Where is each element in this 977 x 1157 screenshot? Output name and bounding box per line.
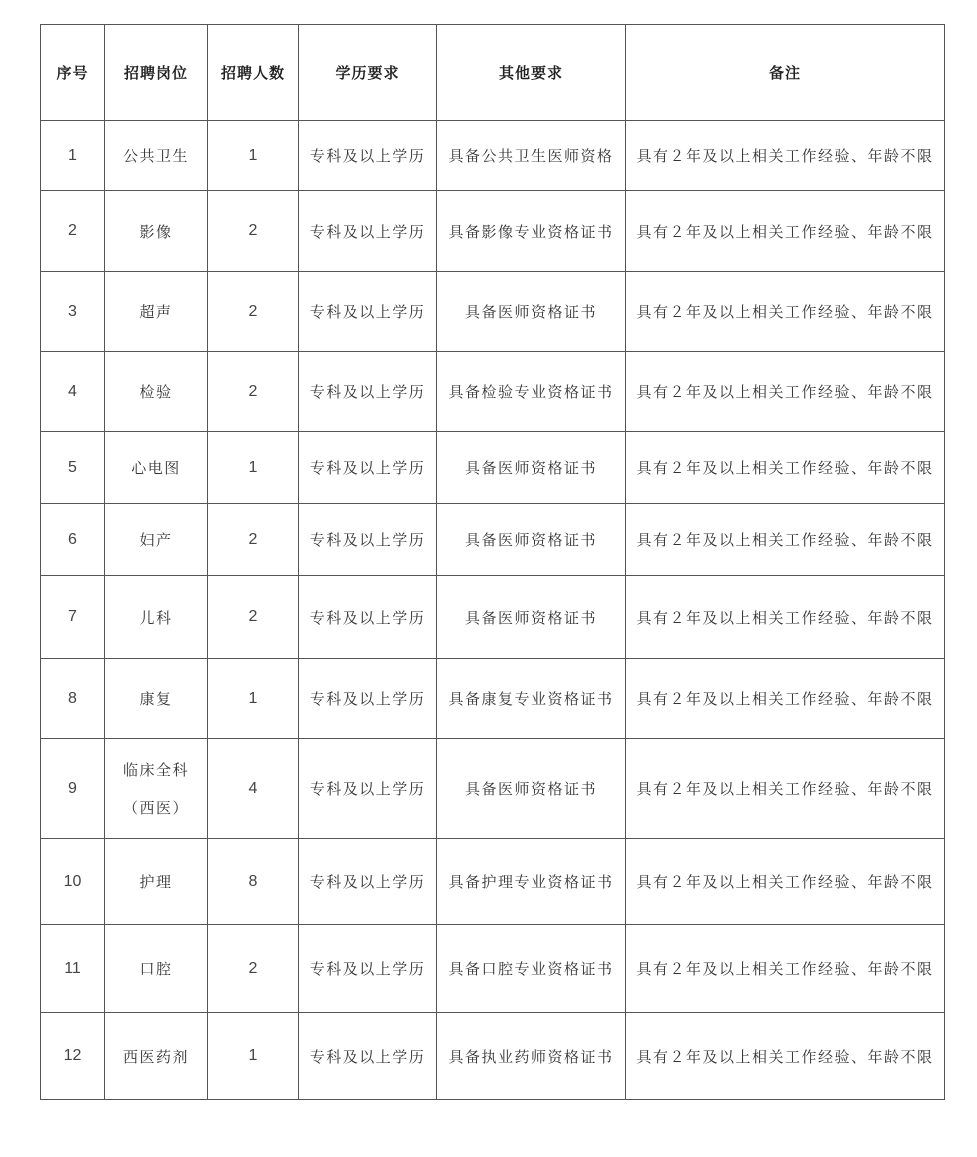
cell-education: 专科及以上学历 <box>299 191 437 272</box>
table-row <box>41 191 945 272</box>
recruitment-table <box>40 24 945 1100</box>
cell-no: 3 <box>41 272 105 352</box>
cell-no: 8 <box>41 659 105 739</box>
cell-no: 5 <box>41 432 105 504</box>
header-other: 其他要求 <box>437 25 626 121</box>
cell-other: 具备执业药师资格证书 <box>437 1013 626 1100</box>
header-count: 招聘人数 <box>208 25 299 121</box>
cell-no: 12 <box>41 1013 105 1100</box>
cell-post: 检验 <box>105 352 208 432</box>
cell-other: 具备医师资格证书 <box>437 576 626 659</box>
cell-count: 2 <box>208 191 299 272</box>
header-no: 序号 <box>41 25 105 121</box>
cell-note: 具有２年及以上相关工作经验、年龄不限 <box>626 121 945 191</box>
table-row <box>41 352 945 432</box>
cell-note: 具有２年及以上相关工作经验、年龄不限 <box>626 272 945 352</box>
cell-education: 专科及以上学历 <box>299 925 437 1013</box>
cell-post <box>105 739 208 839</box>
cell-post: 西医药剂 <box>105 1013 208 1100</box>
cell-no: 1 <box>41 121 105 191</box>
cell-count: 1 <box>208 432 299 504</box>
cell-other: 具备医师资格证书 <box>437 272 626 352</box>
cell-other: 具备医师资格证书 <box>437 432 626 504</box>
table-row <box>41 925 945 1013</box>
table-row <box>41 272 945 352</box>
table-row <box>41 659 945 739</box>
cell-post-wrap <box>123 751 189 827</box>
cell-note: 具有２年及以上相关工作经验、年龄不限 <box>626 352 945 432</box>
cell-count: 1 <box>208 121 299 191</box>
cell-count: 2 <box>208 272 299 352</box>
cell-post: 心电图 <box>105 432 208 504</box>
header-note: 备注 <box>626 25 945 121</box>
cell-note: 具有２年及以上相关工作经验、年龄不限 <box>626 191 945 272</box>
cell-education: 专科及以上学历 <box>299 1013 437 1100</box>
cell-note: 具有２年及以上相关工作经验、年龄不限 <box>626 925 945 1013</box>
table-row <box>41 739 945 839</box>
cell-no: 9 <box>41 739 105 839</box>
cell-education: 专科及以上学历 <box>299 659 437 739</box>
cell-education: 专科及以上学历 <box>299 504 437 576</box>
cell-count: 4 <box>208 739 299 839</box>
cell-education: 专科及以上学历 <box>299 272 437 352</box>
cell-post: 公共卫生 <box>105 121 208 191</box>
cell-education: 专科及以上学历 <box>299 432 437 504</box>
cell-count: 8 <box>208 839 299 925</box>
cell-no: 11 <box>41 925 105 1013</box>
cell-note: 具有２年及以上相关工作经验、年龄不限 <box>626 739 945 839</box>
cell-post: 超声 <box>105 272 208 352</box>
cell-other: 具备影像专业资格证书 <box>437 191 626 272</box>
cell-no: 6 <box>41 504 105 576</box>
cell-post-line1: 临床全科 <box>122 760 189 779</box>
table-row <box>41 432 945 504</box>
cell-post: 口腔 <box>105 925 208 1013</box>
cell-note: 具有２年及以上相关工作经验、年龄不限 <box>626 432 945 504</box>
header-post: 招聘岗位 <box>105 25 208 121</box>
cell-education: 专科及以上学历 <box>299 739 437 839</box>
cell-no: 10 <box>41 839 105 925</box>
cell-count: 2 <box>208 352 299 432</box>
cell-note: 具有２年及以上相关工作经验、年龄不限 <box>626 504 945 576</box>
cell-count: 1 <box>208 1013 299 1100</box>
cell-other: 具备公共卫生医师资格 <box>437 121 626 191</box>
cell-post: 妇产 <box>105 504 208 576</box>
cell-count: 2 <box>208 504 299 576</box>
cell-no: 7 <box>41 576 105 659</box>
table-row <box>41 121 945 191</box>
table-row <box>41 576 945 659</box>
cell-education: 专科及以上学历 <box>299 839 437 925</box>
cell-education: 专科及以上学历 <box>299 121 437 191</box>
cell-post: 护理 <box>105 839 208 925</box>
cell-note: 具有２年及以上相关工作经验、年龄不限 <box>626 659 945 739</box>
header-education: 学历要求 <box>299 25 437 121</box>
cell-other: 具备护理专业资格证书 <box>437 839 626 925</box>
cell-note: 具有２年及以上相关工作经验、年龄不限 <box>626 839 945 925</box>
table-row <box>41 839 945 925</box>
cell-other: 具备口腔专业资格证书 <box>437 925 626 1013</box>
cell-post: 影像 <box>105 191 208 272</box>
cell-post-line2: （西医） <box>122 798 189 817</box>
table-row <box>41 1013 945 1100</box>
table-header-row <box>41 25 945 121</box>
cell-other: 具备康复专业资格证书 <box>437 659 626 739</box>
cell-post: 康复 <box>105 659 208 739</box>
cell-no: 2 <box>41 191 105 272</box>
cell-other: 具备医师资格证书 <box>437 739 626 839</box>
cell-count: 2 <box>208 576 299 659</box>
cell-note: 具有２年及以上相关工作经验、年龄不限 <box>626 1013 945 1100</box>
cell-other: 具备检验专业资格证书 <box>437 352 626 432</box>
cell-count: 2 <box>208 925 299 1013</box>
cell-count: 1 <box>208 659 299 739</box>
cell-post: 儿科 <box>105 576 208 659</box>
cell-note: 具有２年及以上相关工作经验、年龄不限 <box>626 576 945 659</box>
cell-education: 专科及以上学历 <box>299 576 437 659</box>
cell-no: 4 <box>41 352 105 432</box>
cell-other: 具备医师资格证书 <box>437 504 626 576</box>
table-row <box>41 504 945 576</box>
cell-education: 专科及以上学历 <box>299 352 437 432</box>
